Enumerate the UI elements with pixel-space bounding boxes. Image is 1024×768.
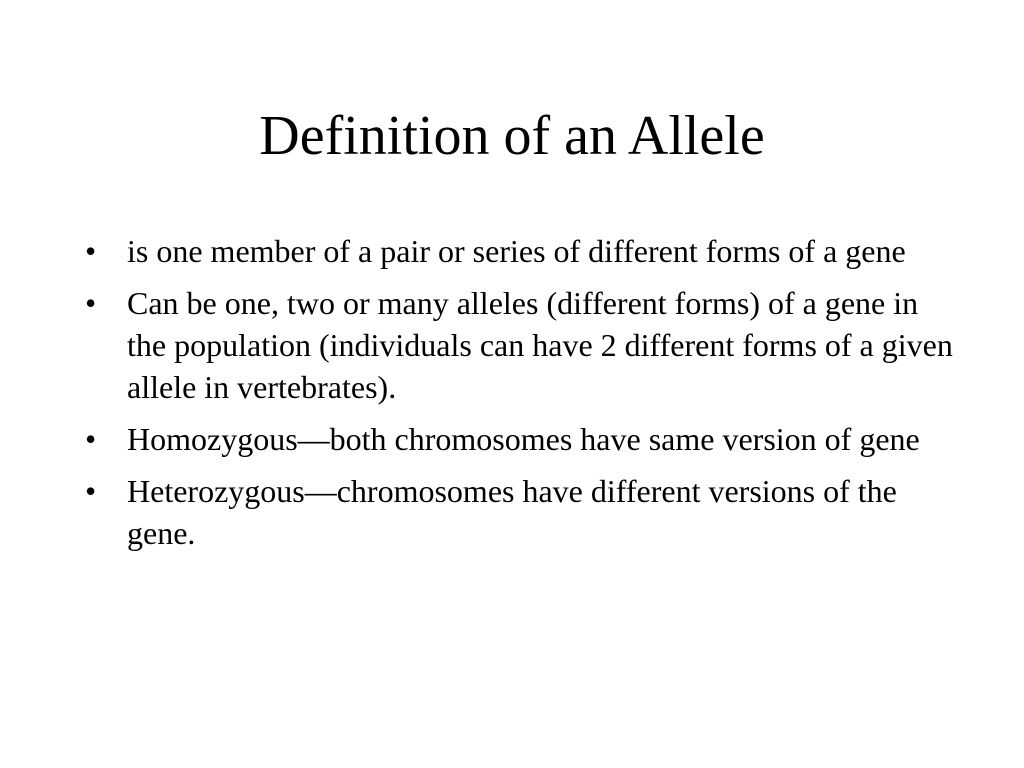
bullet-marker: • — [85, 421, 97, 457]
bullet-text: is one member of a pair or series of different forms of a gene — [127, 233, 906, 269]
bullet-item — [80, 470, 960, 554]
bullet-list — [80, 230, 960, 564]
bullet-item — [80, 230, 960, 272]
slide-title: Definition of an Allele — [259, 105, 765, 167]
bullet-item — [80, 282, 960, 408]
bullet-text: Can be one, two or many alleles (different forms) of a gene in the population (individuals can have 2 different forms of a given allele in vertebrates). — [127, 285, 953, 405]
bullet-item — [80, 418, 960, 460]
bullet-marker: • — [85, 473, 97, 509]
bullet-marker: • — [85, 285, 97, 321]
bullet-text: Heterozygous—chromosomes have different versions of the gene. — [127, 473, 897, 551]
bullet-marker: • — [85, 233, 97, 269]
bullet-text: Homozygous—both chromosomes have same version of gene — [127, 421, 920, 457]
